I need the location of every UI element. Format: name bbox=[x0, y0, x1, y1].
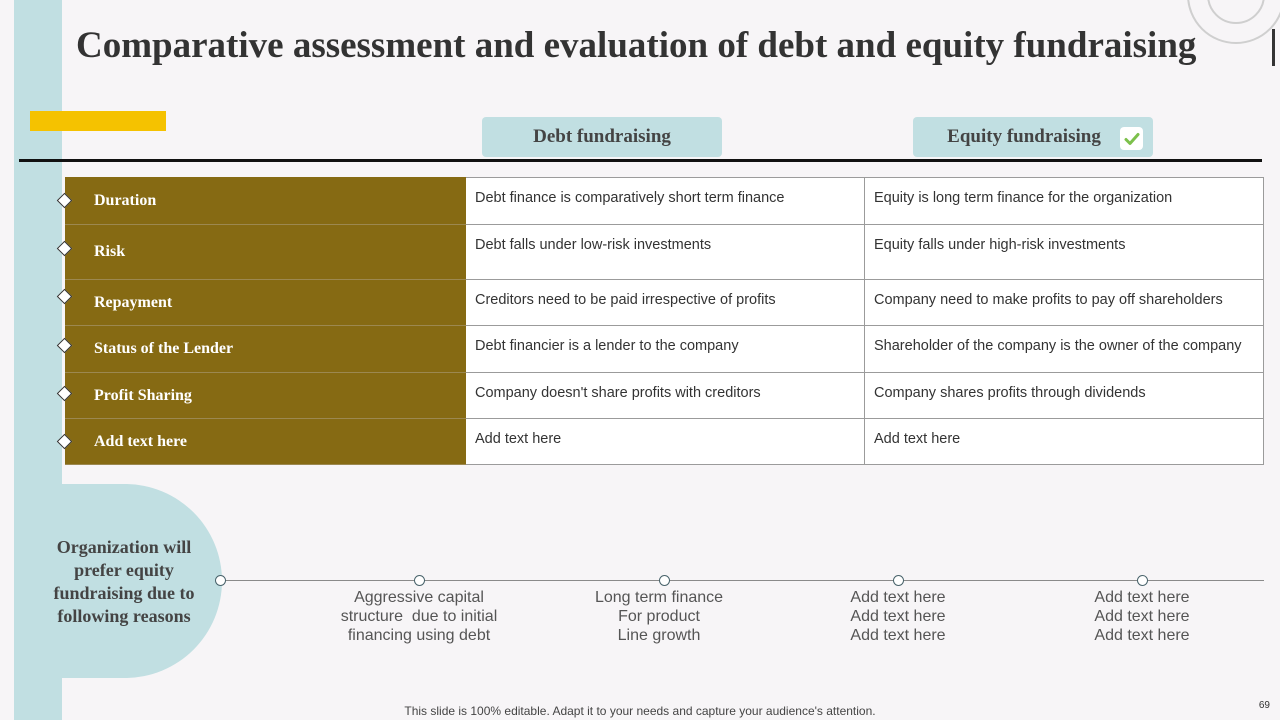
reason-line: Add text here bbox=[1094, 627, 1190, 644]
timeline-dot bbox=[215, 575, 226, 586]
column-header-debt bbox=[482, 117, 722, 157]
table-row bbox=[66, 419, 1264, 465]
equity-cell: Add text here bbox=[865, 419, 1264, 465]
reason-line: Add text here bbox=[850, 627, 946, 644]
column-header-debt-label: Debt fundraising bbox=[533, 126, 671, 147]
yellow-accent-bar bbox=[30, 111, 166, 131]
table-row bbox=[66, 225, 1264, 280]
reasons-heading: Organization will prefer equity fundraising due to following reasons bbox=[53, 537, 195, 626]
timeline-dot bbox=[414, 575, 425, 586]
slide-title: Comparative assessment and evaluation of debt and equity fundraising bbox=[76, 25, 1197, 66]
reason-line: Aggressive capital bbox=[354, 589, 484, 606]
timeline-line bbox=[222, 580, 1264, 581]
page-number: 69 bbox=[1258, 700, 1270, 711]
table-row bbox=[66, 280, 1264, 326]
criteria-cell: Risk bbox=[66, 225, 466, 280]
timeline-dot bbox=[893, 575, 904, 586]
reason-line: Add text here bbox=[1094, 608, 1190, 625]
table-row bbox=[66, 178, 1264, 225]
reason-line: structure due to initial bbox=[340, 608, 498, 625]
reason-line: Add text here bbox=[1094, 589, 1190, 606]
equity-cell: Equity falls under high-risk investments bbox=[865, 225, 1264, 280]
reason-line: For product bbox=[618, 608, 700, 625]
header-divider bbox=[19, 159, 1262, 162]
table-row bbox=[66, 373, 1264, 419]
criteria-cell: Profit Sharing bbox=[66, 373, 466, 419]
debt-cell: Debt finance is comparatively short term finance bbox=[466, 178, 865, 225]
reason-line: Add text here bbox=[850, 608, 946, 625]
column-header-equity-label: Equity fundraising bbox=[947, 126, 1101, 147]
debt-cell: Debt falls under low-risk investments bbox=[466, 225, 865, 280]
timeline-dot bbox=[1137, 575, 1148, 586]
equity-cell: Shareholder of the company is the owner of the company bbox=[865, 326, 1264, 373]
reason-item bbox=[798, 588, 998, 645]
equity-cell: Equity is long term finance for the organization bbox=[865, 178, 1264, 225]
column-header-equity bbox=[913, 117, 1153, 157]
reason-item bbox=[1042, 588, 1242, 645]
reason-line: Add text here bbox=[850, 589, 946, 606]
criteria-cell: Add text here bbox=[66, 419, 466, 465]
criteria-cell: Repayment bbox=[66, 280, 466, 326]
reason-line: Line growth bbox=[617, 627, 701, 644]
check-icon bbox=[1120, 127, 1143, 150]
reason-item bbox=[319, 588, 519, 645]
debt-cell: Creditors need to be paid irrespective of profits bbox=[466, 280, 865, 326]
debt-cell: Company doesn't share profits with creditors bbox=[466, 373, 865, 419]
comparison-table bbox=[65, 177, 1264, 465]
equity-cell: Company shares profits through dividends bbox=[865, 373, 1264, 419]
debt-cell: Debt financier is a lender to the company bbox=[466, 326, 865, 373]
footer-note: This slide is 100% editable. Adapt it to your needs and capture your audience's attention. bbox=[404, 704, 876, 718]
debt-cell: Add text here bbox=[466, 419, 865, 465]
criteria-cell: Duration bbox=[66, 178, 466, 225]
criteria-cell: Status of the Lender bbox=[66, 326, 466, 373]
reason-line: Long term finance bbox=[594, 589, 724, 606]
timeline-dot bbox=[659, 575, 670, 586]
reason-item bbox=[559, 588, 759, 645]
reason-line: financing using debt bbox=[347, 627, 491, 644]
equity-cell: Company need to make profits to pay off shareholders bbox=[865, 280, 1264, 326]
title-marker bbox=[1272, 29, 1275, 66]
table-row bbox=[66, 326, 1264, 373]
